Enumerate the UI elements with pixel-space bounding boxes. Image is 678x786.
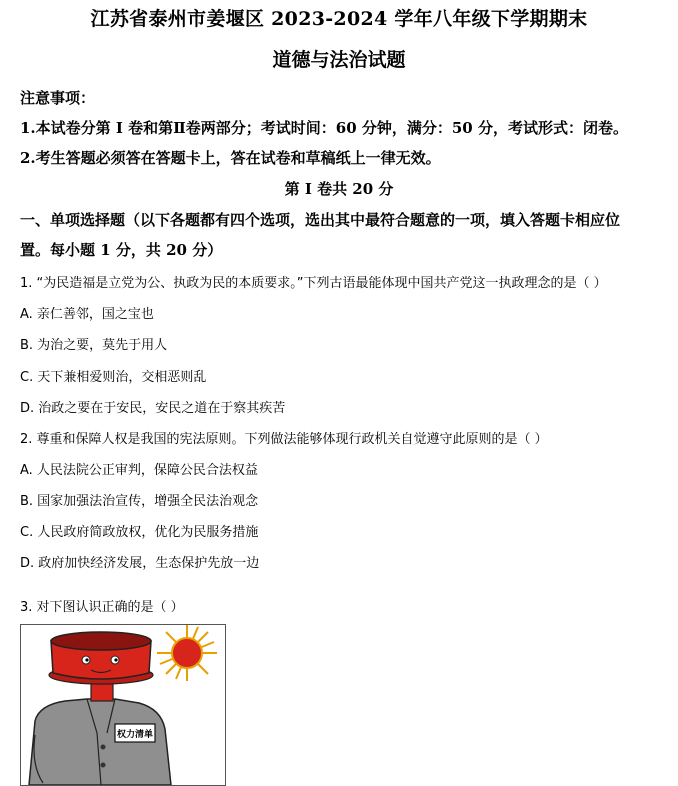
question-stem: 1. “为民造福是立党为公、执政为民的本质要求。”下列古语最能体现中国共产党这一执政理念的是（ ）: [20, 276, 607, 291]
part-title: 第 I 卷共 20 分: [284, 180, 394, 198]
section-heading-cont: 置。每小题 1 分，共 20 分）: [20, 241, 223, 259]
option-b: B. 国家加强法治宣传，增强全民法治观念: [20, 494, 259, 509]
question-stem: 2. 尊重和保障人权是我国的宪法原则。下列做法能够体现行政机关自觉遵守此原则的是（ ）: [20, 432, 548, 447]
option-a: A. 人民法院公正审判，保障公民合法权益: [20, 463, 258, 478]
option-c: C. 天下兼相爱则治，交相恶则乱: [20, 370, 207, 385]
option-b: B. 为治之要，莫先于用人: [20, 338, 168, 353]
option-d: D. 政府加快经济发展，生态保护先放一边: [20, 556, 260, 571]
cartoon-illustration: [21, 625, 225, 785]
notice-item-1: 1.本试卷分第 I 卷和第Ⅱ卷两部分；考试时间：60 分钟，满分：50 分，考试形式：闭卷。: [20, 119, 628, 137]
power-list-badge: [115, 724, 155, 742]
section-heading: 一、单项选择题（以下各题都有四个选项，选出其中最符合题意的一项，填入答题卡相应位: [20, 211, 621, 229]
exam-title: 江苏省泰州市姜堰区 2023-2024 学年八年级下学期期末: [90, 8, 588, 30]
option-c: C. 人民政府简政放权，优化为民服务措施: [20, 525, 259, 540]
option-d: D. 治政之要在于安民，安民之道在于察其疾苦: [20, 401, 286, 416]
basin-head-icon: [49, 632, 153, 684]
notice-heading: 注意事项：: [20, 89, 96, 107]
cartoon-figure: [20, 624, 226, 786]
badge-text: 权力清单: [116, 730, 154, 740]
sun-icon: [157, 625, 217, 681]
question-stem: 3. 对下图认识正确的是（ ）: [20, 600, 184, 615]
exam-subject: 道德与法治试题: [272, 49, 406, 71]
option-a: A. 亲仁善邻，国之宝也: [20, 307, 154, 322]
notice-item-2: 2.考生答题必须答在答题卡上，答在试卷和草稿纸上一律无效。: [20, 149, 441, 167]
